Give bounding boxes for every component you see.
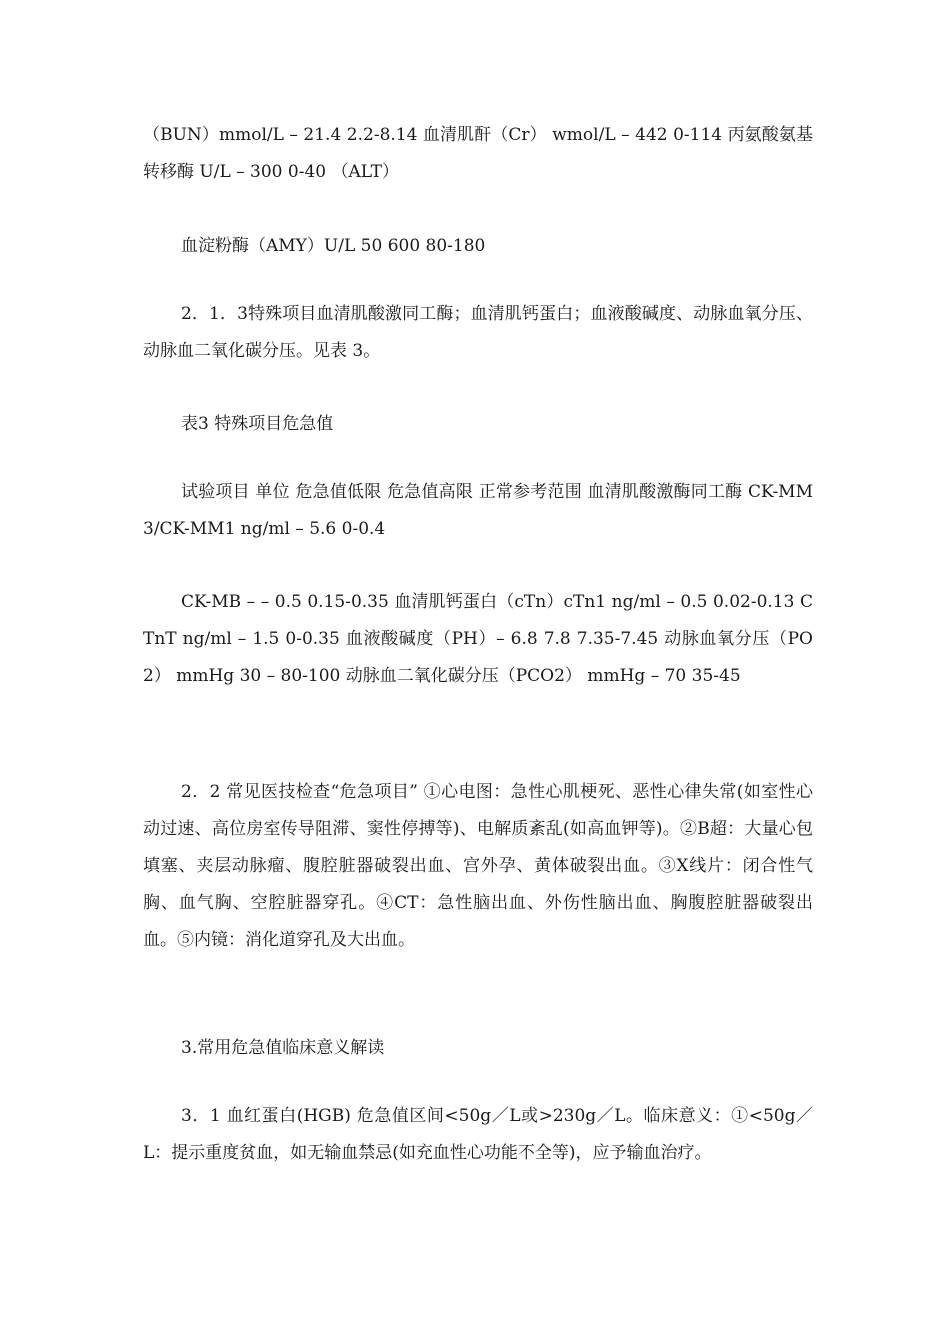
- paragraph-hgb-critical: 3．1 血红蛋白(HGB) 危急值区间<50g／L或>230g／L。临床意义：①<50g／L：提示重度贫血，如无输血禁忌(如充血性心功能不全等)，应予输血治疗。: [143, 1106, 813, 1163]
- paragraph-table-3-rows: CK-MB – – 0.5 0.15-0.35 血清肌钙蛋白（cTn）cTn1 ng/ml – 0.5 0.02-0.13 CTnT ng/ml – 1.5 0-0.35 血液酸碱度（PH）– 6.8 7.8 7.35-7.45 动脉血氧分压（PO2） mmHg 30 – 80-100 动脉血二氧化碳分压（PCO2） mmHg – 70 35-45: [143, 592, 813, 686]
- paragraph-table-3-header: 试验项目 单位 危急值低限 危急值高限 正常参考范围 血清肌酸激酶同工酶 CK-MM3/CK-MM1 ng/ml – 5.6 0-0.4: [143, 482, 813, 539]
- section-heading-3: 3.常用危急值临床意义解读: [181, 1038, 385, 1058]
- paragraph-imaging-critical-items: 2．2 常见医技检查“危急项目” ①心电图：急性心肌梗死、恶性心律失常(如室性心动过速、高位房室传导阻滞、窦性停搏等)、电解质紊乱(如高血钾等)。②B超：大量心包填塞、夹层动脉瘤、腹腔脏器破裂出血、宫外孕、黄体破裂出血。③X线片：闭合性气胸、血气胸、空腔脏器穿孔。④CT：急性脑出血、外伤性脑出血、胸腹腔脏器破裂出血。⑤内镜：消化道穿孔及大出血。: [143, 782, 813, 950]
- paragraph-bun-creatinine-alt: （BUN）mmol/L – 21.4 2.2-8.14 血清肌酐（Cr） wmol/L – 442 0-114 丙氨酸氨基转移酶 U/L – 300 0-40 （ALT）: [143, 125, 813, 182]
- table-3-caption: 表3 特殊项目危急值: [181, 414, 334, 434]
- paragraph-special-items-intro: 2．1．3特殊项目血清肌酸激同工酶；血清肌钙蛋白；血液酸碱度、动脉血氧分压、动脉血二氧化碳分压。见表 3。: [143, 304, 813, 361]
- paragraph-amylase: 血淀粉酶（AMY）U/L 50 600 80-180: [181, 236, 486, 256]
